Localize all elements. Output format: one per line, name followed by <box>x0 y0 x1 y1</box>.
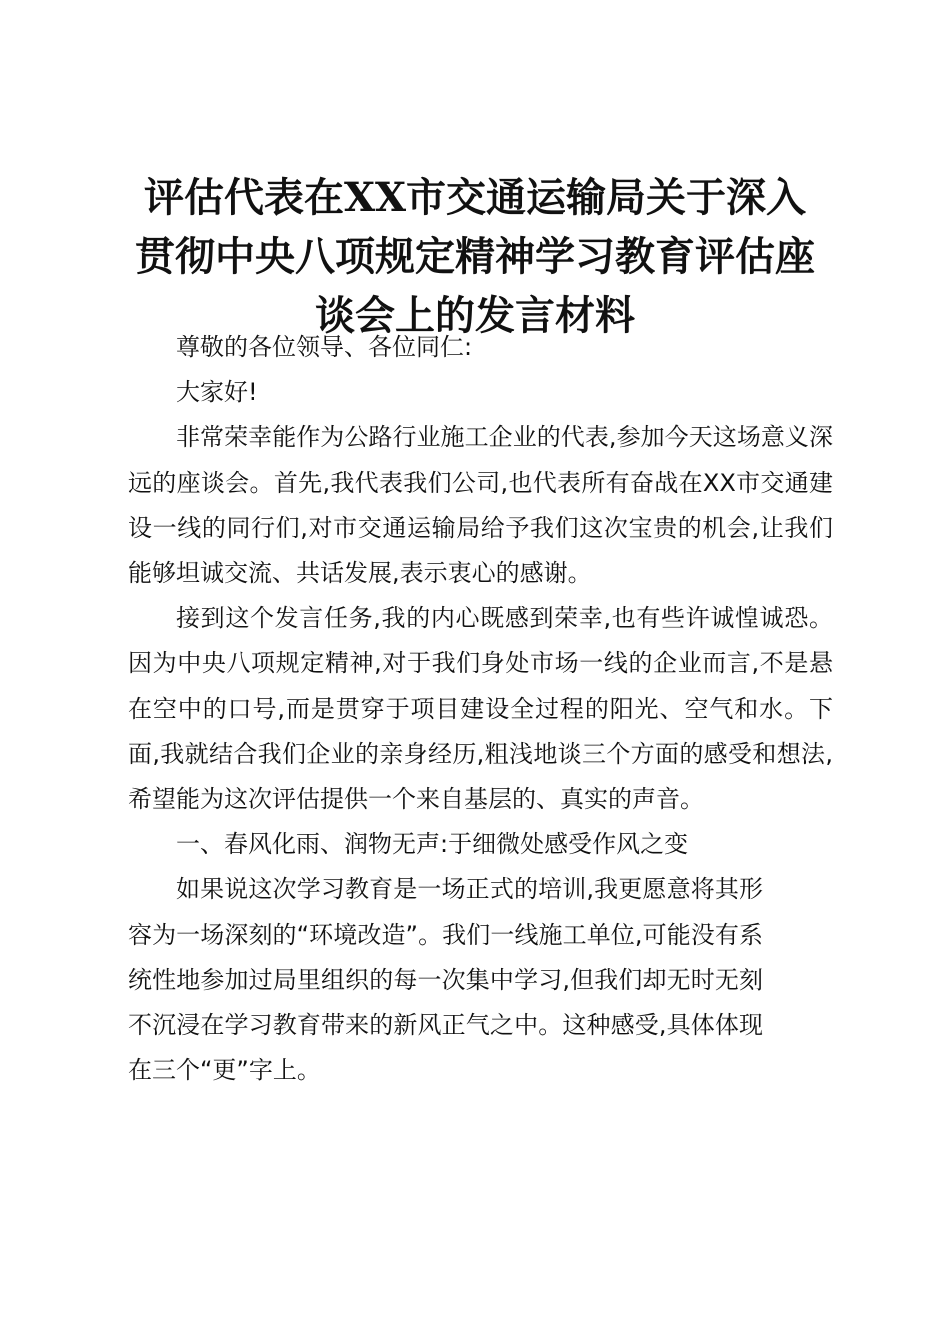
salutation: 尊敬的各位领导、各位同仁: <box>176 333 473 361</box>
document-body <box>128 325 833 1093</box>
title-line-3: 谈会上的发言材料 <box>315 292 635 339</box>
body-paragraph-2: 接到这个发言任务,我的内心既感到荣幸,也有些许诚惶诚恐。因为中央八项规定精神,对于我们身处市场一线的企业而言,不是悬在空中的口号,而是贯穿于项目建设全过程的阳光、空气和水。下面,我就结合我们企业的亲身经历,粗浅地谈三个方面的感受和想法,希望能为这次评估提供一个来自基层的、真实的声音。 <box>128 604 833 814</box>
section-heading: 一、春风化雨、润物无声:于细微处感受作风之变 <box>176 830 689 859</box>
title-line-2: 贯彻中央八项规定精神学习教育评估座 <box>135 233 815 280</box>
body-paragraph-1: 非常荣幸能作为公路行业施工企业的代表,参加今天这场意义深远的座谈会。首先,我代表我们公司,也代表所有奋战在XX市交通建设一线的同行们,对市交通运输局给予我们这次宝贵的机会,让我们能够坦诚交流、共话发展,表示衷心的感谢。 <box>128 423 833 588</box>
greeting: 大家好! <box>176 378 258 407</box>
title-line-1: 评估代表在XX市交通运输局关于深入 <box>143 174 807 221</box>
document-title <box>110 168 840 345</box>
section-paragraph: 如果说这次学习教育是一场正式的培训,我更愿意将其形容为一场深刻的“环境改造”。我们一线施工单位,可能没有系统性地参加过局里组织的每一次集中学习,但我们却无时无刻不沉浸在学习教育带来的新风正气之中。这种感受,具体体现在三个“更”字上。 <box>128 875 763 1085</box>
